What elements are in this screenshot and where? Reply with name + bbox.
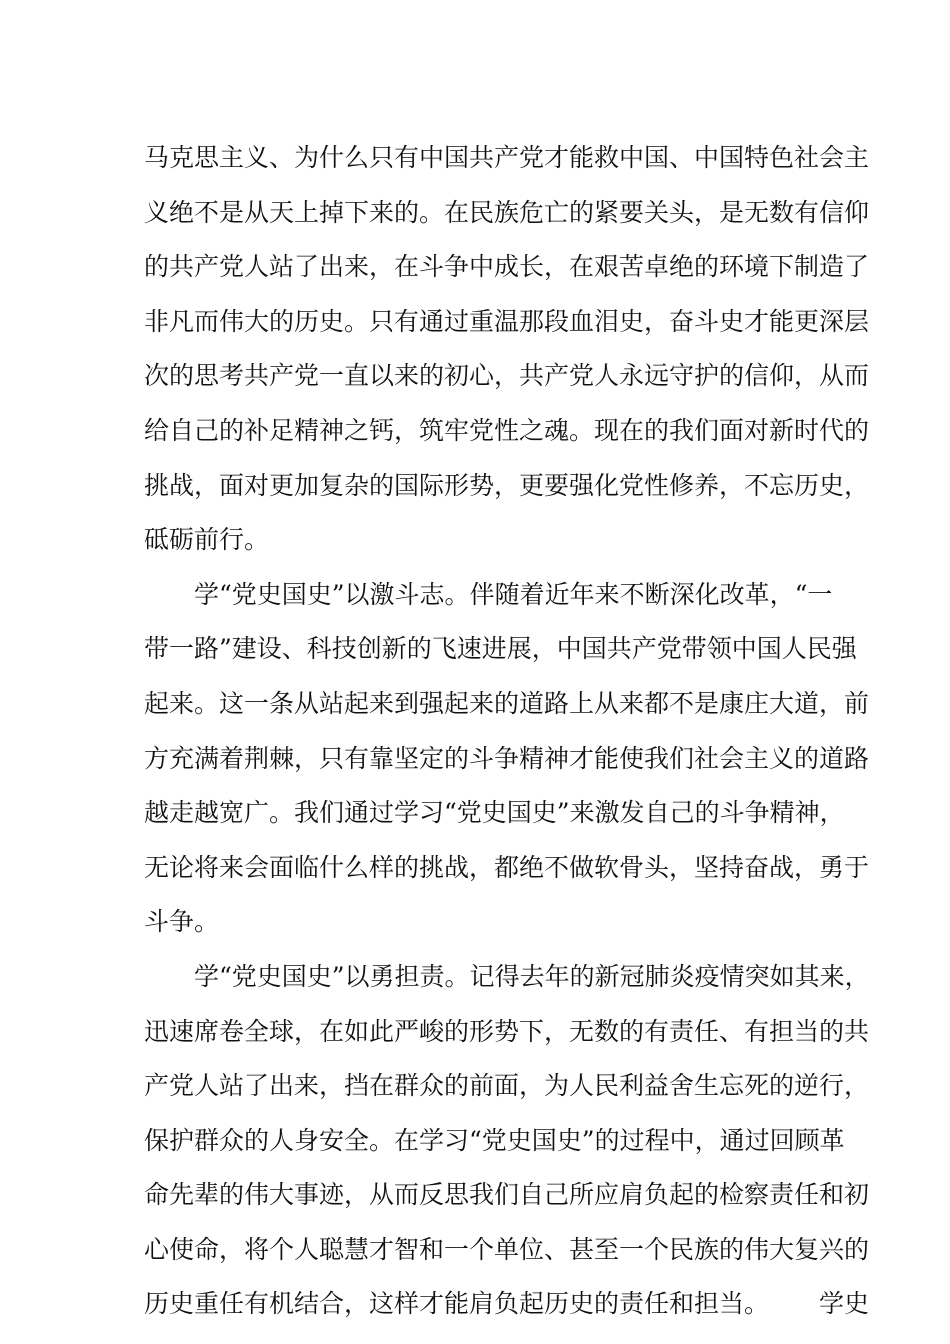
text-line: 迅速席卷全球，在如此严峻的形势下，无数的有责任、有担当的共	[144, 1016, 870, 1046]
text-line: 方充满着荆棘，只有靠坚定的斗争精神才能使我们社会主义的道路	[144, 743, 870, 773]
line-text: 历史重任有机结合，这样才能肩负起历史的责任和担当。	[144, 1289, 770, 1319]
text-line: 挑战，面对更加复杂的国际形势，更要强化党性修养，不忘历史，	[144, 470, 870, 500]
text-line: 命先辈的伟大事迹，从而反思我们自己所应肩负起的检察责任和初	[144, 1180, 870, 1210]
body-text	[144, 131, 870, 1332]
text-line: 次的思考共产党一直以来的初心，共产党人永远守护的信仰，从而	[144, 361, 870, 391]
text-line: 斗争。	[144, 907, 220, 937]
text-line: 产党人站了出来，挡在群众的前面，为人民利益舍生忘死的逆行，	[144, 1071, 870, 1101]
text-line: 非凡而伟大的历史。只有通过重温那段血泪史，奋斗史才能更深层	[144, 306, 870, 336]
next-paragraph-start: 学史	[819, 1289, 870, 1319]
text-line: 给自己的补足精神之钙，筑牢党性之魂。现在的我们面对新时代的	[144, 415, 870, 445]
text-line: 义绝不是从天上掉下来的。在民族危亡的紧要关头，是无数有信仰	[144, 197, 870, 227]
text-line: 心使命，将个人聪慧才智和一个单位、甚至一个民族的伟大复兴的	[144, 1234, 870, 1264]
text-line: 的共产党人站了出来，在斗争中成长，在艰苦卓绝的环境下制造了	[144, 252, 870, 282]
text-line: 带一路”建设、科技创新的飞速进展，中国共产党带领中国人民强	[144, 634, 857, 664]
text-line: 马克思主义、为什么只有中国共产党才能救中国、中国特色社会主	[144, 143, 870, 172]
text-line: 无论将来会面临什么样的挑战，都绝不做软骨头，坚持奋战，勇于	[144, 852, 870, 882]
text-line: 保护群众的人身安全。在学习“党史国史”的过程中，通过回顾革	[144, 1125, 845, 1155]
paragraph-start-line: 学“党史国史”以激斗志。伴随着近年来不断深化改革，“一	[194, 579, 833, 609]
text-line: 起来。这一条从站起来到强起来的道路上从来都不是康庄大道，前	[144, 688, 870, 718]
text-line: 越走越宽广。我们通过学习“党史国史”来激发自己的斗争精神，	[144, 798, 845, 828]
text-line: 砥砺前行。	[144, 525, 270, 555]
paragraph-start-line: 学“党史国史”以勇担责。记得去年的新冠肺炎疫情突如其来，	[194, 961, 870, 991]
text-line	[144, 1277, 870, 1332]
